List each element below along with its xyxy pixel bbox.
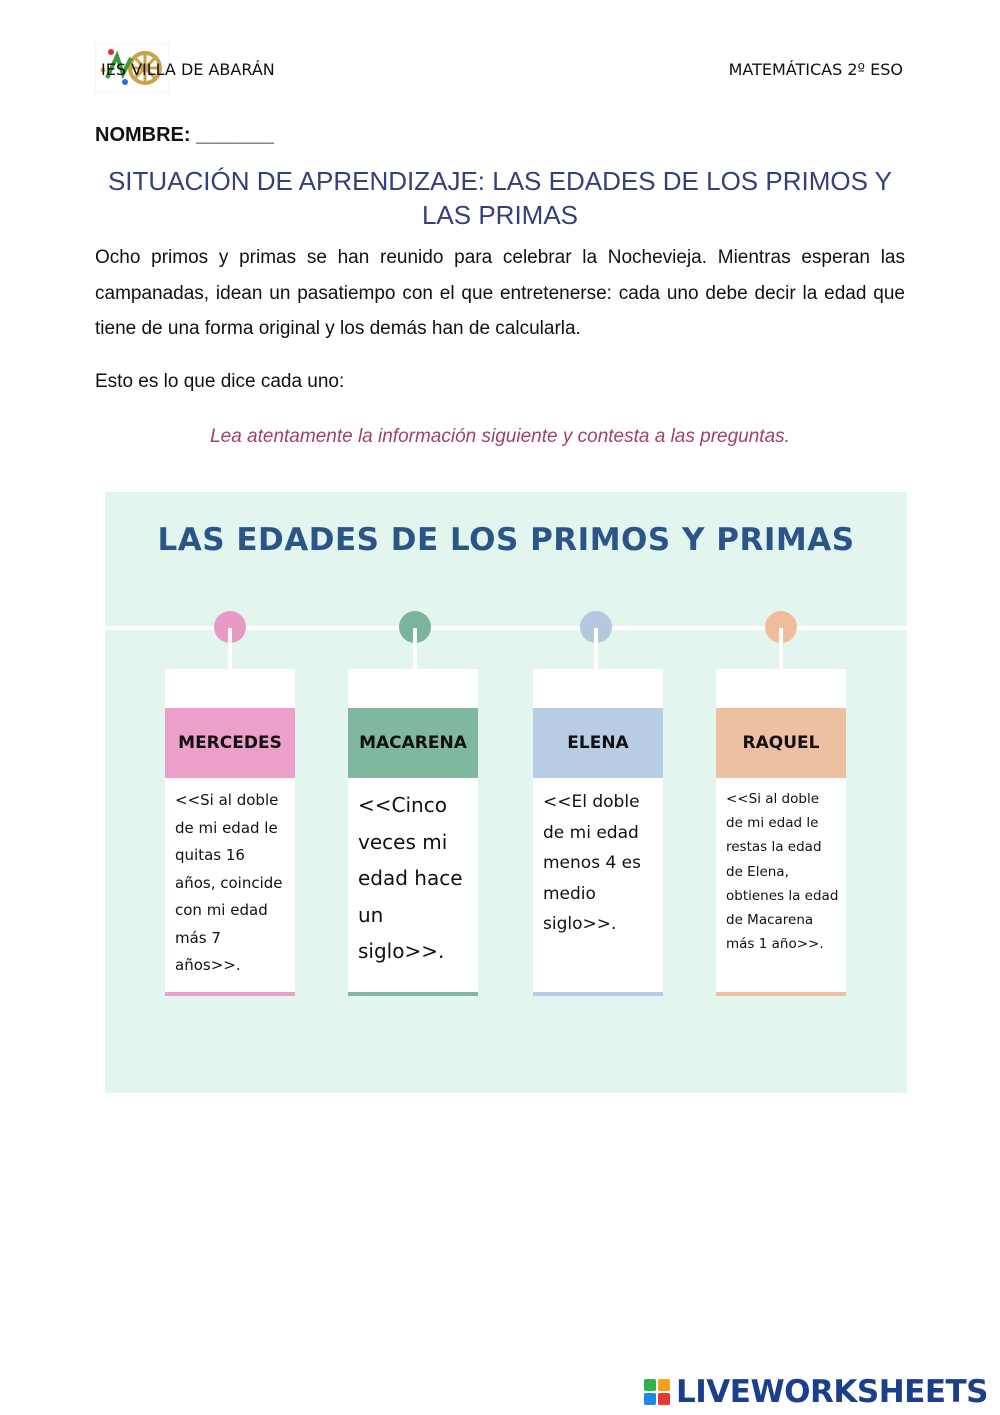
name-field-label: NOMBRE: _______ (95, 124, 274, 146)
card-quote: <<Si al doble de mi edad le quitas 16 años, coincide con mi edad más 7 años>>. (175, 791, 283, 974)
card-underline (165, 992, 295, 996)
liveworksheets-brand: LIVEWORKSHEETS (676, 1374, 988, 1410)
poster-title: LAS EDADES DE LOS PRIMOS Y PRIMAS (157, 522, 855, 558)
card-quote: <<Cinco veces mi edad hace un siglo>>. (358, 793, 463, 963)
liveworksheets-icon (644, 1379, 670, 1405)
card-quote: <<El doble de mi edad menos 4 es medio siglo>>. (543, 792, 641, 934)
logo-square (644, 1379, 656, 1391)
school-name: IES VILLA DE ABARÁN (101, 60, 275, 79)
elena-stem (594, 628, 598, 670)
card-name: ELENA (533, 708, 663, 778)
macarena-stem (413, 628, 417, 670)
page-header (95, 56, 903, 86)
intro-sentence: Esto es lo que dice cada uno: (95, 371, 345, 392)
card-elena (533, 669, 663, 996)
card-name: RAQUEL (716, 708, 846, 778)
intro-paragraph: Ocho primos y primas se han reunido para celebrar la Nochevieja. Mientras esperan las campanadas, idean un pasatiempo con el que entretenerse: cada uno debe decir la edad que tiene de una forma original y los demás han de calcularla. (95, 247, 905, 339)
liveworksheets-logo (644, 1372, 988, 1412)
subject-label: MATEMÁTICAS 2º ESO (728, 60, 903, 79)
card-underline (348, 992, 478, 996)
card-name: MACARENA (348, 708, 478, 778)
card-name: MERCEDES (165, 708, 295, 778)
logo-square (658, 1393, 670, 1405)
logo-square (644, 1393, 656, 1405)
card-raquel (716, 669, 846, 996)
page-title: SITUACIÓN DE APRENDIZAJE: LAS EDADES DE LOS PRIMOS Y LAS PRIMAS (107, 166, 893, 230)
cousins-poster (105, 492, 907, 1093)
card-macarena (348, 669, 478, 996)
card-mercedes (165, 669, 295, 996)
instruction-text: Lea atentamente la información siguiente y contesta a las preguntas. (210, 426, 790, 447)
mercedes-stem (228, 628, 232, 670)
card-quote: <<Si al doble de mi edad le restas la edad de Elena, obtienes la edad de Macarena más 1 año>>. (726, 791, 839, 953)
logo-square (658, 1379, 670, 1391)
card-underline (716, 992, 846, 996)
card-underline (533, 992, 663, 996)
raquel-stem (779, 628, 783, 670)
